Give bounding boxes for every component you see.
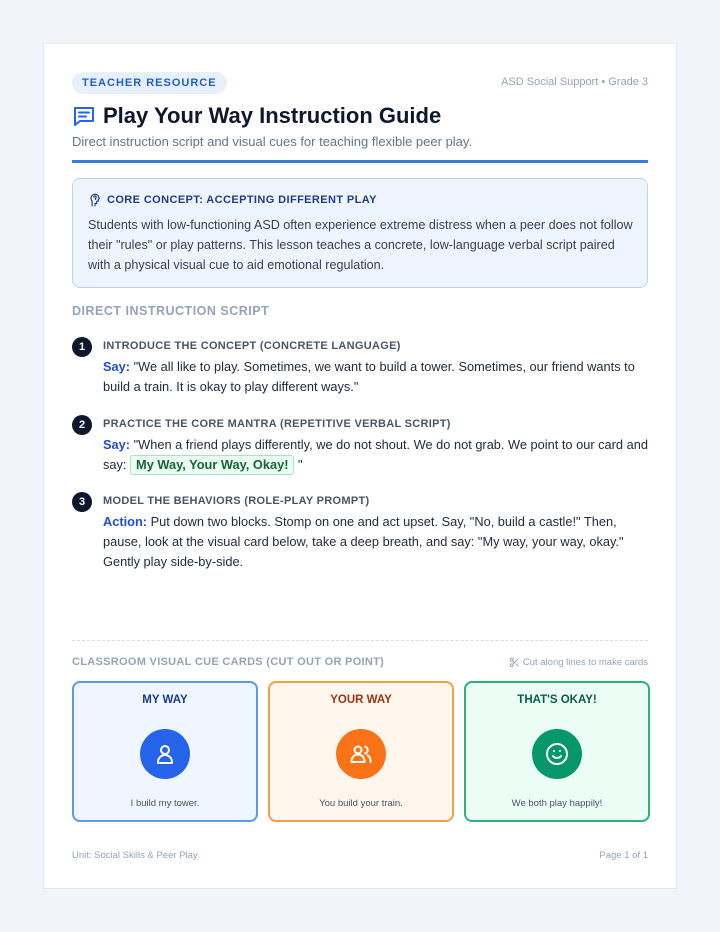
card-caption: We both play happily! bbox=[511, 798, 603, 809]
footer-unit: Unit: Social Skills & Peer Play bbox=[72, 850, 198, 861]
step-keyword: Say: bbox=[103, 359, 131, 374]
step-keyword: Say: bbox=[103, 437, 131, 452]
footer-page-number: Page 1 of 1 bbox=[599, 850, 648, 861]
step-text bbox=[103, 435, 648, 475]
card-icon-circle bbox=[140, 729, 190, 779]
card-label: THAT'S OKAY! bbox=[517, 694, 597, 706]
scissors-icon bbox=[509, 657, 520, 668]
cut-note-text: Cut along lines to make cards bbox=[522, 657, 648, 669]
core-concept-box bbox=[72, 178, 648, 288]
title-divider bbox=[72, 160, 648, 163]
speech-bubble-lines-icon bbox=[72, 104, 96, 128]
card-icon-circle bbox=[336, 729, 386, 779]
step-number: 3 bbox=[72, 492, 92, 512]
step-heading: PRACTICE THE CORE MANTRA (REPETITIVE VERBAL SCRIPT) bbox=[103, 418, 451, 430]
course-meta: ASD Social Support • Grade 3 bbox=[501, 76, 648, 88]
head-brain-icon bbox=[88, 193, 102, 207]
page-subtitle: Direct instruction script and visual cues for teaching flexible peer play. bbox=[72, 134, 473, 149]
step-heading: INTRODUCE THE CONCEPT (CONCRETE LANGUAGE) bbox=[103, 340, 401, 352]
card-label: YOUR WAY bbox=[330, 694, 392, 706]
step-script: "We all like to play. Sometimes, we want to build a tower. Sometimes, our friend wants to build a train. It is okay to play different ways." bbox=[103, 359, 635, 394]
users-icon bbox=[349, 742, 373, 766]
step-heading: MODEL THE BEHAVIORS (ROLE-PLAY PROMPT) bbox=[103, 495, 370, 507]
step-text bbox=[103, 512, 648, 572]
step-script: Put down two blocks. Stomp on one and act upset. Say, "No, build a castle!" Then, pause, look at the visual card below, take a deep breath, and say: "My way, your way, okay." Gently play side-by-side. bbox=[103, 514, 624, 569]
card-caption: You build your train. bbox=[319, 798, 403, 809]
resource-badge: TEACHER RESOURCE bbox=[72, 72, 227, 94]
smile-icon bbox=[545, 742, 569, 766]
core-mantra-highlight: My Way, Your Way, Okay! bbox=[130, 455, 294, 475]
cut-line-divider bbox=[72, 640, 648, 641]
script-section-title: DIRECT INSTRUCTION SCRIPT bbox=[72, 304, 270, 318]
user-icon bbox=[153, 742, 177, 766]
step-number: 2 bbox=[72, 415, 92, 435]
cut-note bbox=[509, 657, 648, 668]
top-bar bbox=[72, 72, 648, 94]
cue-card-your-way[interactable] bbox=[268, 681, 454, 822]
step-keyword: Action: bbox=[103, 514, 148, 529]
step-text bbox=[103, 357, 648, 397]
title-row bbox=[72, 101, 648, 131]
card-icon-circle bbox=[532, 729, 582, 779]
page-title: Play Your Way Instruction Guide bbox=[103, 103, 442, 128]
step-number: 1 bbox=[72, 337, 92, 357]
core-concept-title: CORE CONCEPT: ACCEPTING DIFFERENT PLAY bbox=[107, 194, 377, 206]
cue-cards-title: CLASSROOM VISUAL CUE CARDS (CUT OUT OR POINT) bbox=[72, 656, 385, 668]
cue-card-thats-okay[interactable] bbox=[464, 681, 650, 822]
worksheet-page bbox=[43, 43, 677, 889]
card-caption: I build my tower. bbox=[130, 798, 200, 809]
cue-card-my-way[interactable] bbox=[72, 681, 258, 822]
step-script: "When a friend plays differently, we do not shout. We do not grab. We point to our card and say: bbox=[103, 437, 648, 472]
core-concept-text: Students with low-functioning ASD often experience extreme distress when a peer does not follow their "rules" or play patterns. This lesson teaches a concrete, low-language verbal script paired with a physical visual cue to aid emotional regulation. bbox=[88, 218, 633, 272]
step-script-end: " bbox=[298, 457, 303, 472]
card-label: MY WAY bbox=[142, 694, 188, 706]
